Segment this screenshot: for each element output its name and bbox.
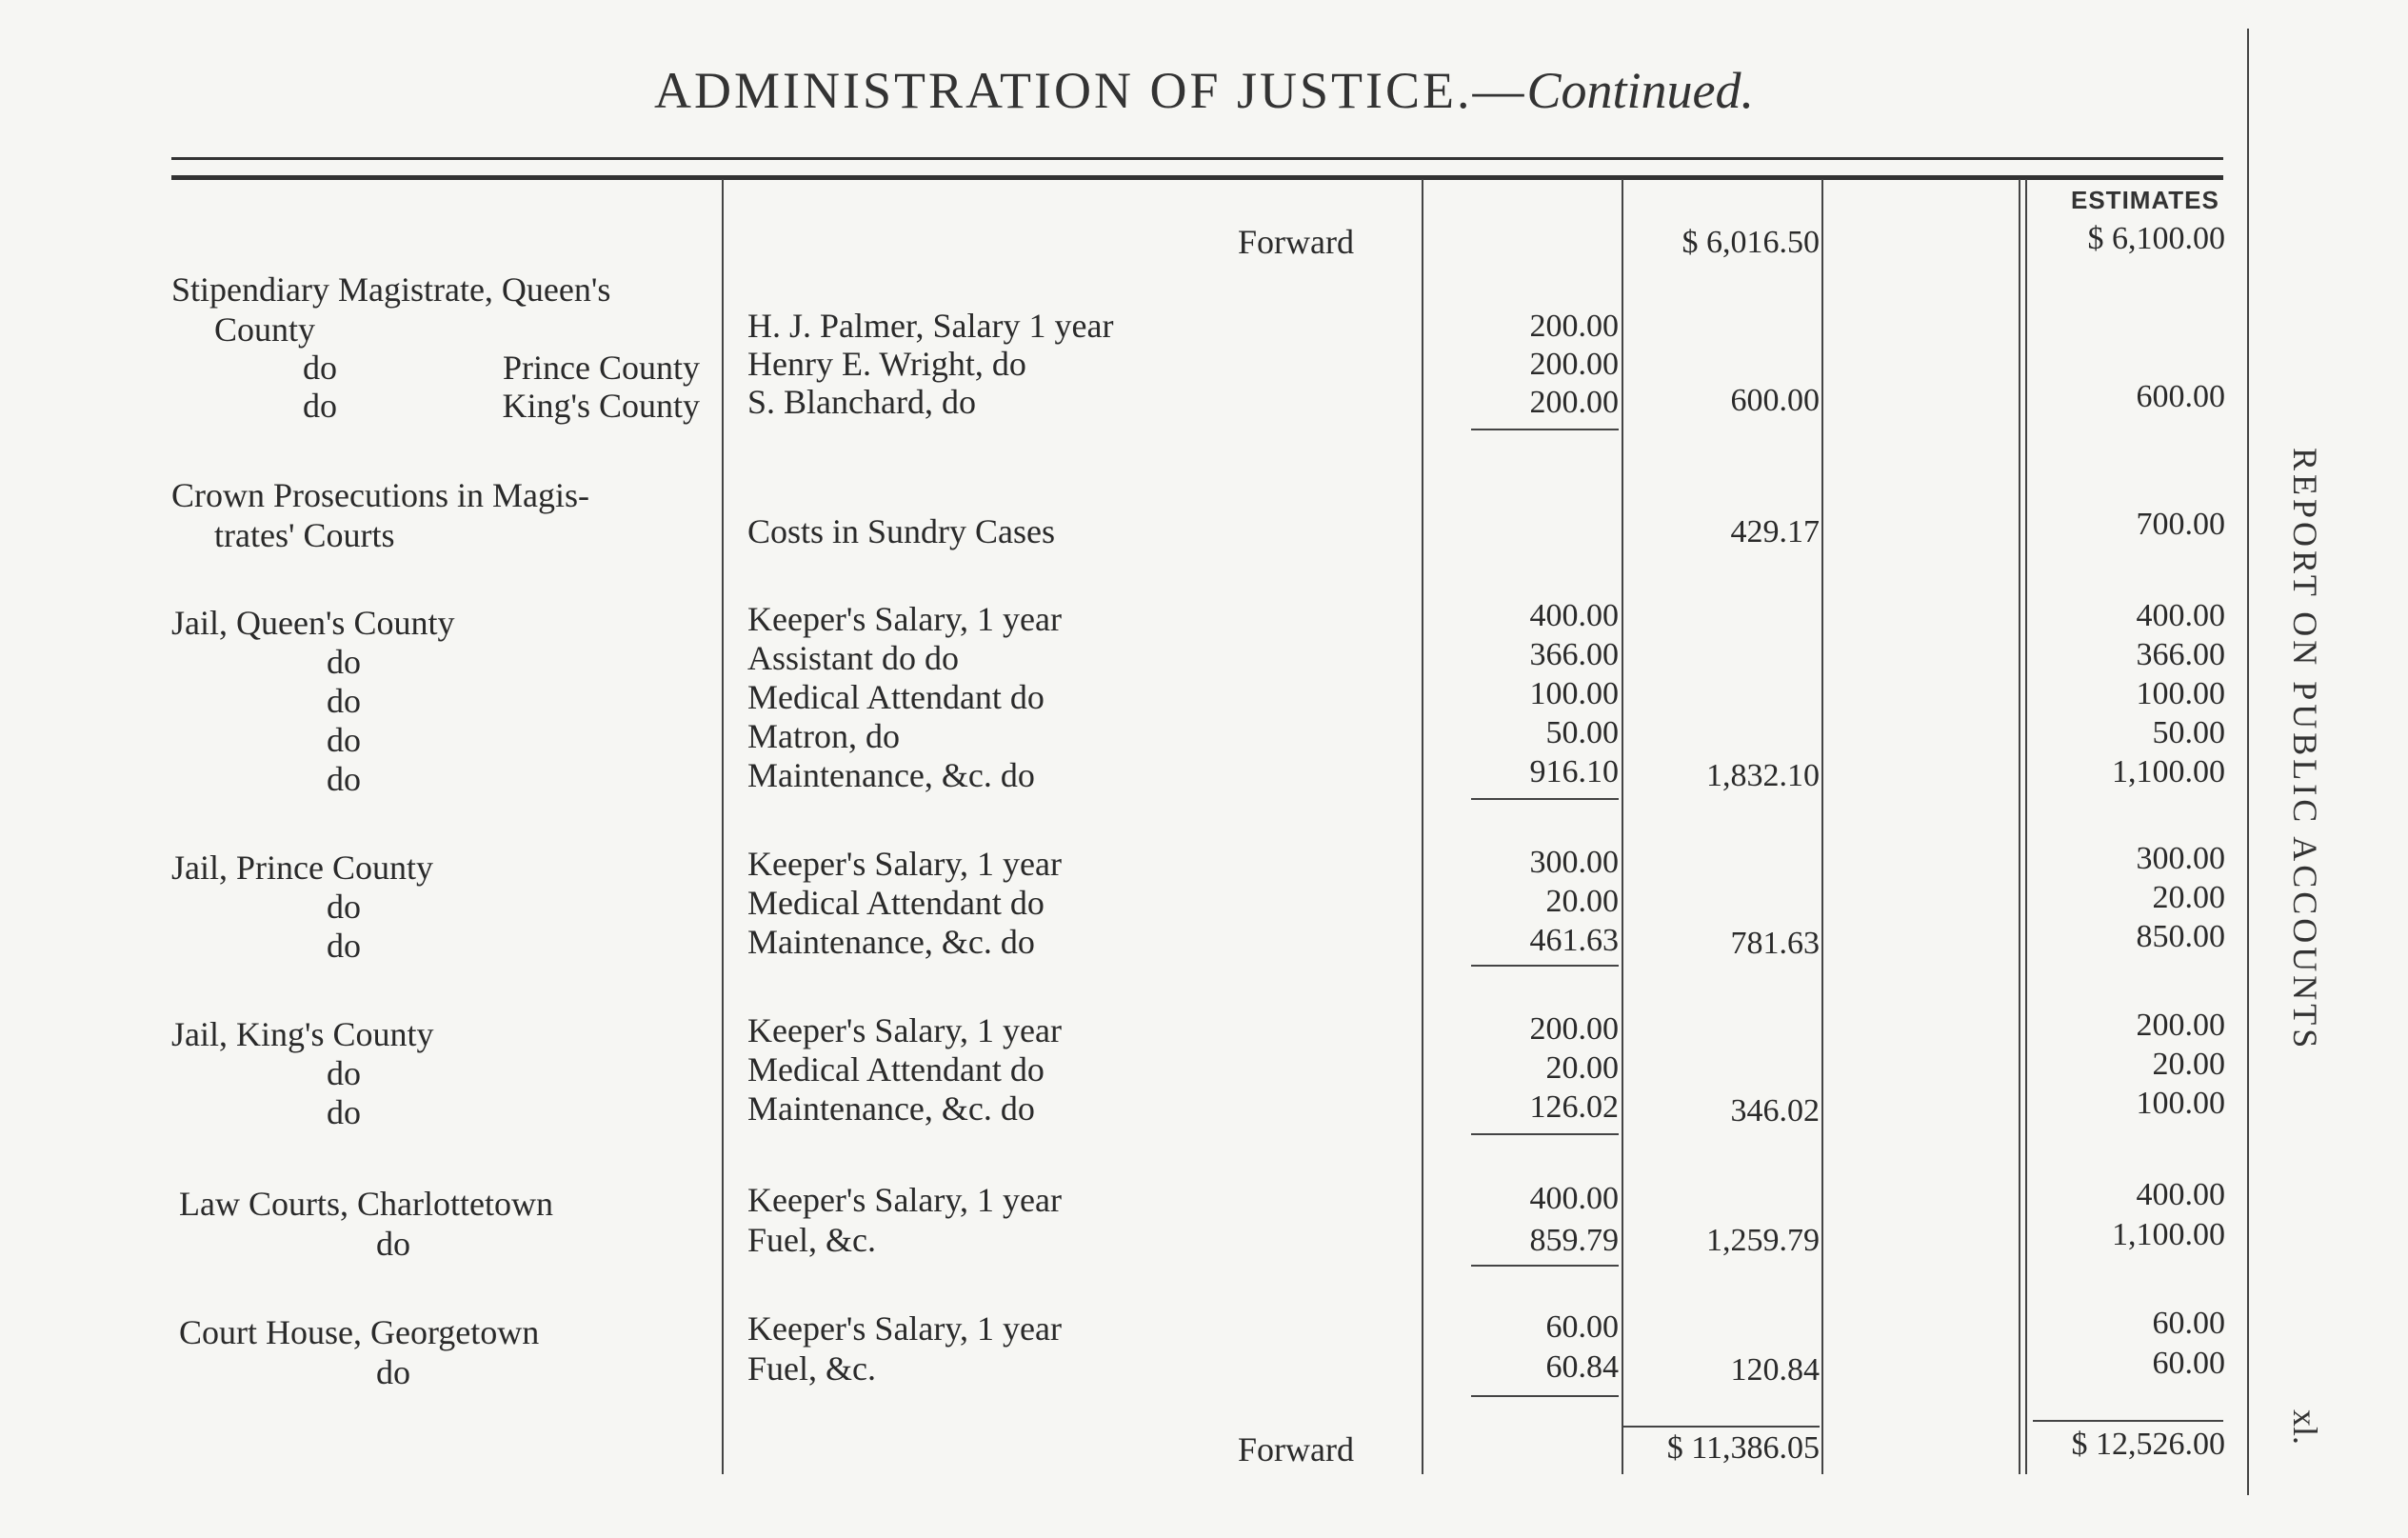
page-edge-line [2247,29,2249,1495]
title-continued: Continued. [1526,62,1755,119]
column-divider-5b [2025,179,2027,1474]
row-label: do [327,1093,361,1131]
row-description: Fuel, &c. [747,1349,876,1388]
row-amount: 60.84 [1545,1349,1619,1385]
row-estimate: 60.00 [2152,1346,2225,1381]
row-description: Maintenance, &c. do [747,923,1035,961]
row-label: Stipendiary Magistrate, Queen's [171,270,611,309]
row-label: do [303,387,337,425]
row-amount: 100.00 [1529,676,1619,711]
row-estimate: 200.00 [2136,1008,2225,1043]
row-description: Medical Attendant do [747,678,1045,716]
row-estimate: 20.00 [2152,880,2225,915]
row-amount: 400.00 [1529,1181,1619,1216]
estimate-total-rule [2033,1420,2223,1422]
row-description: Costs in Sundry Cases [747,512,1056,550]
row-estimate: 400.00 [2136,1177,2225,1212]
page-number: xl. [2286,1409,2324,1446]
row-description: S. Blanchard, do [747,383,976,421]
row-estimate: 60.00 [2152,1306,2225,1341]
side-running-head: REPORT ON PUBLIC ACCOUNTS [2286,448,2324,1052]
forward-estimate-bottom: $ 12,526.00 [2071,1427,2225,1462]
row-subtotal: 600.00 [1730,383,1820,418]
row-label: do [327,721,361,759]
row-estimate: 850.00 [2136,919,2225,954]
row-description: Matron, do [747,717,900,755]
row-description: Fuel, &c. [747,1221,876,1259]
row-description: Keeper's Salary, 1 year [747,845,1062,883]
row-subtotal: 346.02 [1730,1093,1820,1129]
row-estimate: 50.00 [2152,715,2225,750]
row-label: do [376,1225,410,1263]
forward-label-top: Forward [1238,223,1354,261]
row-amount: 366.00 [1529,637,1619,672]
subtotal-rule [1471,429,1619,430]
row-description: Keeper's Salary, 1 year [747,600,1062,638]
row-label: do [376,1353,410,1391]
row-amount: 859.79 [1529,1223,1619,1258]
row-label: Jail, King's County [171,1015,434,1053]
row-estimate: 1,100.00 [2112,1217,2225,1252]
column-divider-3 [1622,179,1623,1474]
row-description: Henry E. Wright, do [747,345,1026,383]
title-main: ADMINISTRATION OF JUSTICE.— [653,62,1527,119]
row-amount: 400.00 [1529,598,1619,633]
row-amount: 60.00 [1545,1309,1619,1345]
column-divider-2 [1422,179,1423,1474]
row-description: Assistant do do [747,639,960,677]
row-label: Jail, Queen's County [171,604,455,642]
estimates-heading: ESTIMATES [2071,186,2219,214]
row-amount: 126.02 [1529,1089,1619,1125]
row-estimate: 300.00 [2136,841,2225,876]
row-amount: 916.10 [1529,754,1619,789]
row-description: Maintenance, &c. do [747,756,1035,794]
row-amount: 20.00 [1545,884,1619,919]
row-description: Medical Attendant do [747,884,1045,922]
row-description: Keeper's Salary, 1 year [747,1181,1062,1219]
row-description: Keeper's Salary, 1 year [747,1309,1062,1348]
row-amount: 200.00 [1529,385,1619,420]
row-label: do [327,927,361,965]
row-estimate: 1,100.00 [2112,754,2225,789]
row-estimate: 600.00 [2136,379,2225,414]
row-label: Jail, Prince County [171,849,433,887]
row-label: Court House, Georgetown [179,1313,540,1351]
row-subtotal: 120.84 [1730,1352,1820,1388]
row-description: Keeper's Salary, 1 year [747,1011,1062,1049]
row-label: do [327,682,361,720]
row-subtotal: 1,259.79 [1706,1223,1820,1258]
subtotal-rule [1471,1133,1619,1135]
forward-label-bottom: Forward [1238,1430,1354,1468]
row-label: do [327,888,361,926]
row-label: Crown Prosecutions in Magis- [171,476,589,514]
row-estimate: 700.00 [2136,507,2225,542]
subtotal-rule [1471,965,1619,967]
page-title [0,61,2408,120]
row-label: do [303,349,337,387]
row-subtotal: 781.63 [1730,926,1820,961]
column-divider-5a [2019,179,2020,1474]
row-estimate: 100.00 [2136,676,2225,711]
row-subtotal: 429.17 [1730,514,1820,549]
row-amount: 461.63 [1529,923,1619,958]
row-amount: 20.00 [1545,1050,1619,1086]
row-label: do [327,760,361,798]
top-rule-lower [171,175,2223,180]
row-label: do [327,1054,361,1092]
row-amount: 300.00 [1529,845,1619,880]
row-estimate: 366.00 [2136,637,2225,672]
row-label-county: King's County [502,387,700,425]
row-label: trates' Courts [214,516,395,554]
forward-estimate-top: $ 6,100.00 [2087,221,2225,256]
forward-total-bottom: $ 11,386.05 [1666,1430,1820,1466]
row-description: Medical Attendant do [747,1050,1045,1089]
total-rule [1623,1426,1820,1428]
column-divider-4 [1821,179,1823,1474]
row-estimate: 400.00 [2136,598,2225,633]
row-subtotal: 1,832.10 [1706,758,1820,793]
row-label: do [327,643,361,681]
forward-total-top: $ 6,016.50 [1682,225,1820,260]
subtotal-rule [1471,798,1619,800]
row-label: Law Courts, Charlottetown [179,1185,553,1223]
row-amount: 200.00 [1529,1011,1619,1047]
row-description: Maintenance, &c. do [747,1089,1035,1128]
row-amount: 200.00 [1529,347,1619,382]
row-estimate: 100.00 [2136,1086,2225,1121]
row-amount: 200.00 [1529,309,1619,344]
row-amount: 50.00 [1545,715,1619,750]
row-estimate: 20.00 [2152,1047,2225,1082]
row-description: H. J. Palmer, Salary 1 year [747,307,1114,345]
top-rule-upper [171,157,2223,160]
row-label-county: Prince County [503,349,700,387]
column-divider-1 [722,179,724,1474]
subtotal-rule [1471,1395,1619,1397]
row-label: County [214,310,316,349]
subtotal-rule [1471,1265,1619,1267]
